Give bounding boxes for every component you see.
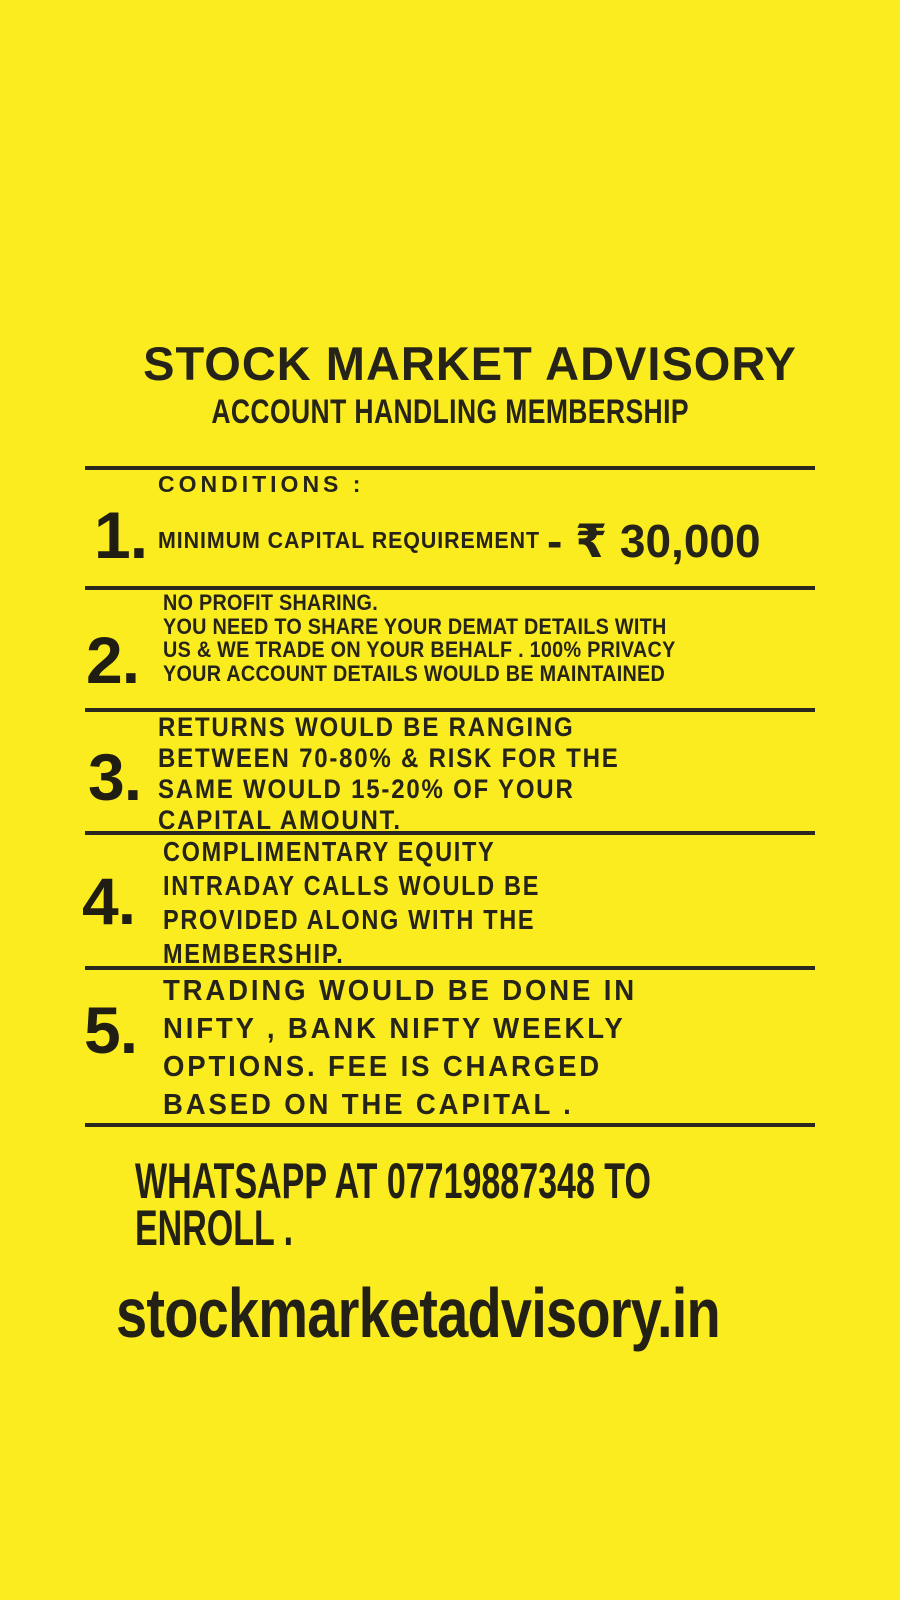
- whatsapp-line-2: ENROLL .: [135, 1200, 294, 1256]
- item-4-line-4: MEMBERSHIP.: [163, 938, 345, 969]
- item-2-line-1: NO PROFIT SHARING.: [163, 590, 378, 615]
- item-2-line-4: YOUR ACCOUNT DETAILS WOULD BE MAINTAINED: [163, 660, 666, 686]
- item-3-text: [158, 712, 620, 836]
- whatsapp-line-1: WHATSAPP AT 07719887348 TO: [135, 1153, 651, 1209]
- section-divider-1: [85, 466, 815, 470]
- item-2-line-2: YOU NEED TO SHARE YOUR DEMAT DETAILS WITH: [163, 613, 667, 639]
- item-1-number: 1.: [94, 498, 148, 572]
- item-5-line-1: TRADING WOULD BE DONE IN: [163, 975, 637, 1007]
- poster-title: STOCK MARKET ADVISORY: [143, 337, 797, 390]
- item-4-text: [163, 835, 540, 971]
- item-4-line-1: COMPLIMENTARY EQUITY: [163, 836, 496, 867]
- item-4-line-2: INTRADAY CALLS WOULD BE: [163, 870, 541, 901]
- website-text: stockmarketadvisory.in: [116, 1274, 720, 1352]
- item-2-number: 2.: [86, 623, 140, 697]
- item-4-line-3: PROVIDED ALONG WITH THE: [163, 904, 536, 935]
- item-5-line-3: OPTIONS. FEE IS CHARGED: [163, 1051, 603, 1083]
- conditions-label: CONDITIONS :: [158, 471, 365, 497]
- item-5-line-2: NIFTY , BANK NIFTY WEEKLY: [163, 1013, 626, 1045]
- poster-subtitle-text: ACCOUNT HANDLING MEMBERSHIP: [211, 393, 689, 431]
- item-5-text: [163, 972, 637, 1124]
- item-3-line-4: CAPITAL AMOUNT.: [158, 805, 402, 835]
- item-3-line-3: SAME WOULD 15-20% OF YOUR: [158, 774, 575, 804]
- item-4-number: 4.: [82, 864, 136, 938]
- item-3-number: 3.: [88, 740, 142, 814]
- item-1-label: MINIMUM CAPITAL REQUIREMENT: [158, 527, 540, 553]
- item-3-line-2: BETWEEN 70-80% & RISK FOR THE: [158, 743, 620, 773]
- item-1-capital-value: - ₹ 30,000: [547, 515, 761, 567]
- item-2-line-3: US & WE TRADE ON YOUR BEHALF . 100% PRIVACY: [163, 637, 676, 662]
- whatsapp-contact-text: [135, 1153, 651, 1256]
- item-3-line-1: RETURNS WOULD BE RANGING: [158, 712, 575, 742]
- item-2-text: [163, 591, 676, 685]
- item-5-line-4: BASED ON THE CAPITAL .: [163, 1089, 574, 1121]
- poster-subtitle: [0, 392, 900, 433]
- item-5-number: 5.: [84, 993, 138, 1067]
